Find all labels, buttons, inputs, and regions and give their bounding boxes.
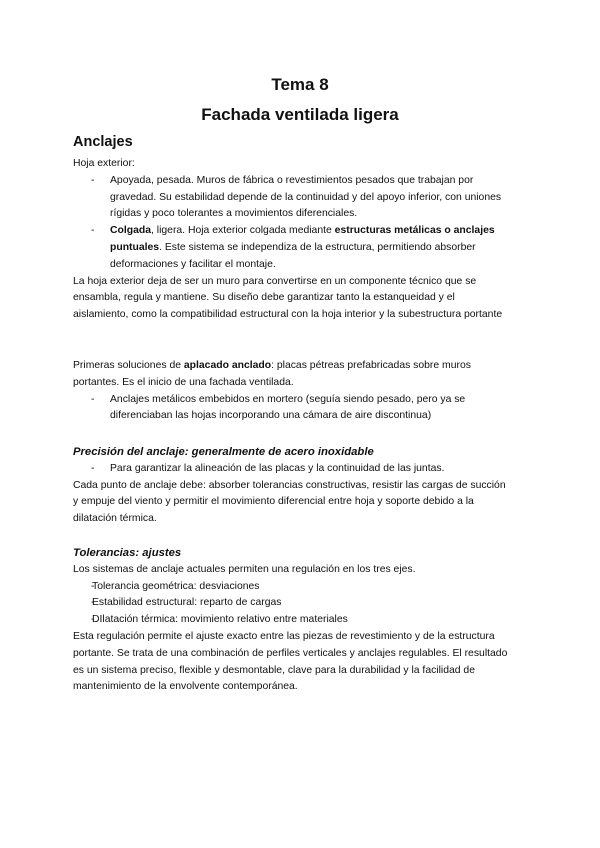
aplacado-list xyxy=(73,392,513,426)
list-item: - Anclajes metálicos embebidos en mortero (seguía siendo pesado, pero ya se diferenciaban las hojas incorporando una cámara de aire discontinua) xyxy=(73,392,513,426)
paragraph: Esta regulación permite el ajuste exacto entre las piezas de revestimiento y de la estructura portante. Se trata de una combinación de perfiles verticales y anclajes regulables. El resultado es un sistema preciso, flexible y desmontable, clave para la durabilidad y la facilidad de mantenimiento de la envolvente contemporánea. xyxy=(73,630,508,693)
item-bold: estructuras metálicas o anclajes puntuales xyxy=(110,225,495,253)
section-aplacado xyxy=(73,358,513,425)
page-title: Tema 8 xyxy=(271,75,329,94)
item-text: , ligera. Hoja exterior colgada mediante xyxy=(151,225,335,237)
item-text: Muros de fábrica o revestimientos pesados que trabajan por gravedad. Su estabilidad depende de la continuidad y del apoyo inferior, con uniones rígidas y poco tolerantes a movimientos diferenciales. xyxy=(110,174,502,220)
tolerancias-list xyxy=(73,579,513,629)
section-tolerancias xyxy=(73,545,513,696)
text: : placas pétreas prefabricadas sobre muros portantes. Es el inicio de una fachada ventilada. xyxy=(73,360,471,388)
list-item: - Tolerancia geométrica: desviaciones xyxy=(73,579,513,596)
item-lead: Apoyada, pesada. xyxy=(110,174,194,186)
item-bold: Colgada xyxy=(110,225,151,237)
section-heading-precision: Precisión del anclaje: generalmente de acero inoxidable xyxy=(73,446,374,458)
section-anclajes xyxy=(73,156,513,324)
list-item: - DIlatación térmica: movimiento relativo entre materiales xyxy=(73,612,513,629)
bold-text: aplacado anclado xyxy=(183,360,272,371)
list-item xyxy=(73,173,513,223)
hoja-exterior-list xyxy=(73,173,513,274)
section-heading-anclajes: Anclajes xyxy=(73,134,133,150)
precision-list xyxy=(73,461,513,478)
list-item xyxy=(73,223,513,273)
text: Primeras soluciones de xyxy=(73,360,184,371)
page-subtitle: Fachada ventilada ligera xyxy=(201,105,399,124)
paragraph: Cada punto de anclaje debe: absorber tolerancias constructivas, resistir las cargas de succión y empuje del viento y permitir el movimiento diferencial entre hoja y soporte debido a la dilatación térmica. xyxy=(73,479,506,525)
intro-text: Hoja exterior: xyxy=(73,158,135,169)
section-precision xyxy=(73,444,513,528)
item-text: . Este sistema se independiza de la estructura, permitiendo absorber deformaciones y facilitar el montaje. xyxy=(110,241,476,270)
paragraph: La hoja exterior deja de ser un muro para convertirse en un componente técnico que se ensambla, regula y mantiene. Su diseño debe garantizar tanto la estanqueidad y el aislamiento, como la compatibilidad estructural con la hoja interior y la subestructura portante xyxy=(73,275,503,321)
paragraph xyxy=(73,358,513,392)
list-item: - Para garantizar la alineación de las placas y la continuidad de las juntas. xyxy=(73,461,513,478)
section-heading-tolerancias: Tolerancias: ajustes xyxy=(73,547,182,559)
list-item: - Estabilidad estructural: reparto de cargas xyxy=(73,595,513,612)
intro-text: Los sistemas de anclaje actuales permiten una regulación en los tres ejes. xyxy=(73,563,416,575)
